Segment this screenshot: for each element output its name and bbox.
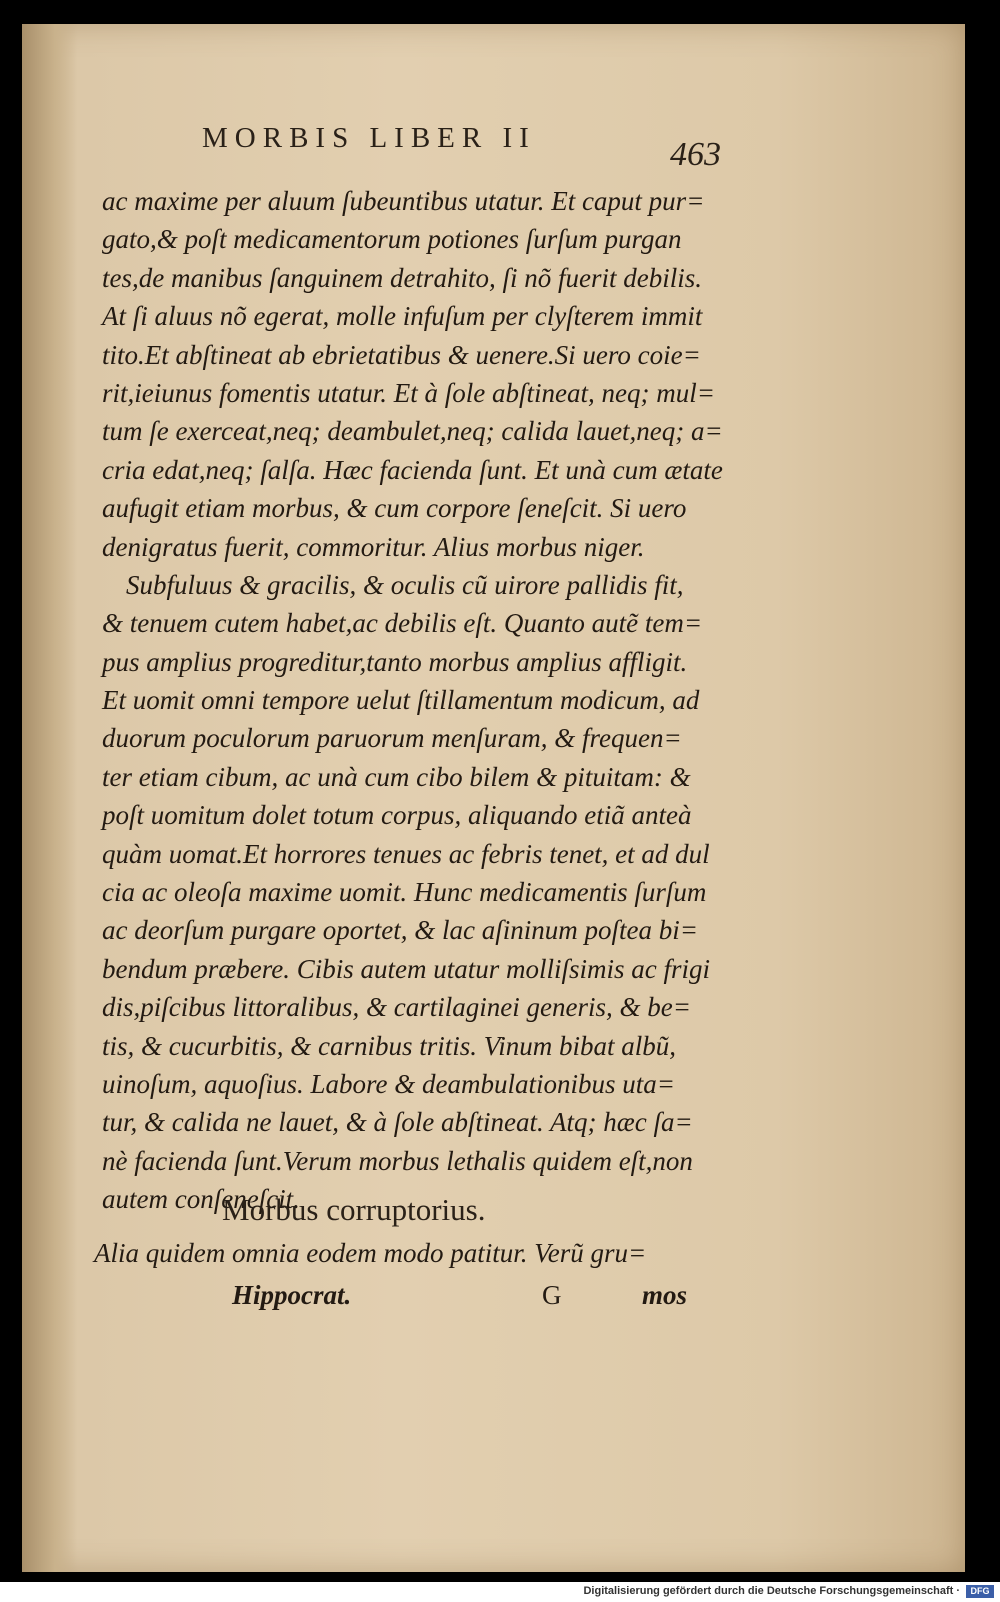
body-text-continued	[94, 1234, 744, 1272]
text-line: ac maxime per aluum ſubeuntibus utatur. Et caput pur=	[102, 186, 705, 216]
text-line: Alia quidem omnia eodem modo patitur. Verũ gru=	[94, 1238, 647, 1268]
text-line: Subfuluus & gracilis, & oculis cũ uirore pallidis fit,	[126, 569, 684, 600]
body-text	[102, 182, 742, 1219]
dfg-logo-icon: DFG	[966, 1585, 994, 1598]
text-line: cia ac oleoſa maxime uomit. Hunc medicamentis ſurſum	[102, 877, 707, 908]
text-line: gato,& poſt medicamentorum potiones ſurſum purgan	[102, 224, 682, 255]
page-gutter	[22, 24, 77, 1572]
text-line: duorum poculorum paruorum menſuram, & frequen=	[102, 723, 682, 754]
text-line: cria edat,neq; ſalſa. Hæc facienda ſunt. Et unà cum ætate	[102, 454, 723, 485]
catchword-left: Hippocrat.	[232, 1280, 352, 1310]
text-line: aufugit etiam morbus, & cum corpore ſeneſcit. Si uero	[102, 493, 687, 524]
text-line: ter etiam cibum, ac unà cum cibo bilem & pituitam: &	[102, 761, 691, 792]
text-line: tis, & cucurbitis, & carnibus tritis. Vinum bibat albũ,	[102, 1030, 677, 1061]
text-line: tito.Et abſtineat ab ebrietatibus & uenere.Si uero coie=	[102, 339, 701, 370]
running-head: MORBIS LIBER II	[202, 122, 536, 154]
text-line: uinoſum, aquoſius. Labore & deambulationibus uta=	[102, 1068, 675, 1099]
catchword: mos	[642, 1280, 688, 1310]
footer-bar	[0, 1582, 1000, 1602]
text-line: pus amplius progreditur,tanto morbus amplius affligit.	[102, 646, 688, 677]
text-line: quàm uomat.Et horrores tenues ac febris tenet, et ad dul	[102, 838, 710, 869]
text-line: & tenuem cutem habet,ac debilis eſt. Quanto autẽ tem=	[102, 608, 703, 639]
footer-credit: Digitalisierung gefördert durch die Deutsche Forschungsgemeinschaft ·	[583, 1585, 960, 1597]
text-line: tum ſe exerceat,neq; deambulet,neq; calida lauet,neq; a=	[102, 416, 723, 447]
text-line: dis,piſcibus littoralibus, & cartilaginei generis, & be=	[102, 992, 691, 1023]
text-line: nè facienda ſunt.Verum morbus lethalis quidem eſt,non	[102, 1145, 693, 1176]
text-line: tes,de manibus ſanguinem detrahito, ſi nõ fuerit debilis.	[102, 262, 702, 293]
text-line: At ſi aluus nõ egerat, molle infuſum per clyſterem immit	[102, 301, 703, 332]
text-line: rit,ieiunus fomentis utatur. Et à ſole abſtineat, neq; mul=	[102, 377, 715, 408]
text-line: denigratus fuerit, commoritur. Alius morbus niger.	[102, 531, 645, 562]
text-line: tur, & calida ne lauet, & à ſole abſtineat. Atq; hæc ſa=	[102, 1107, 693, 1138]
catchword-row	[232, 1280, 712, 1320]
text-line: Et uomit omni tempore uelut ſtillamentum modicum, ad	[102, 685, 700, 716]
text-line: poſt uomitum dolet totum corpus, aliquando etiã anteà	[102, 800, 692, 831]
page-number: 463	[670, 136, 721, 173]
text-line: ac deorſum purgare oportet, & lac aſininum poſtea bi=	[102, 915, 698, 946]
section-heading: Morbus corruptorius.	[222, 1192, 486, 1227]
signature-mark: G	[542, 1280, 562, 1310]
book-page	[22, 24, 965, 1572]
text-line: bendum præbere. Cibis autem utatur molliſsimis ac frigi	[102, 953, 711, 984]
text-line: autem conſeneſcit.	[102, 1184, 300, 1215]
